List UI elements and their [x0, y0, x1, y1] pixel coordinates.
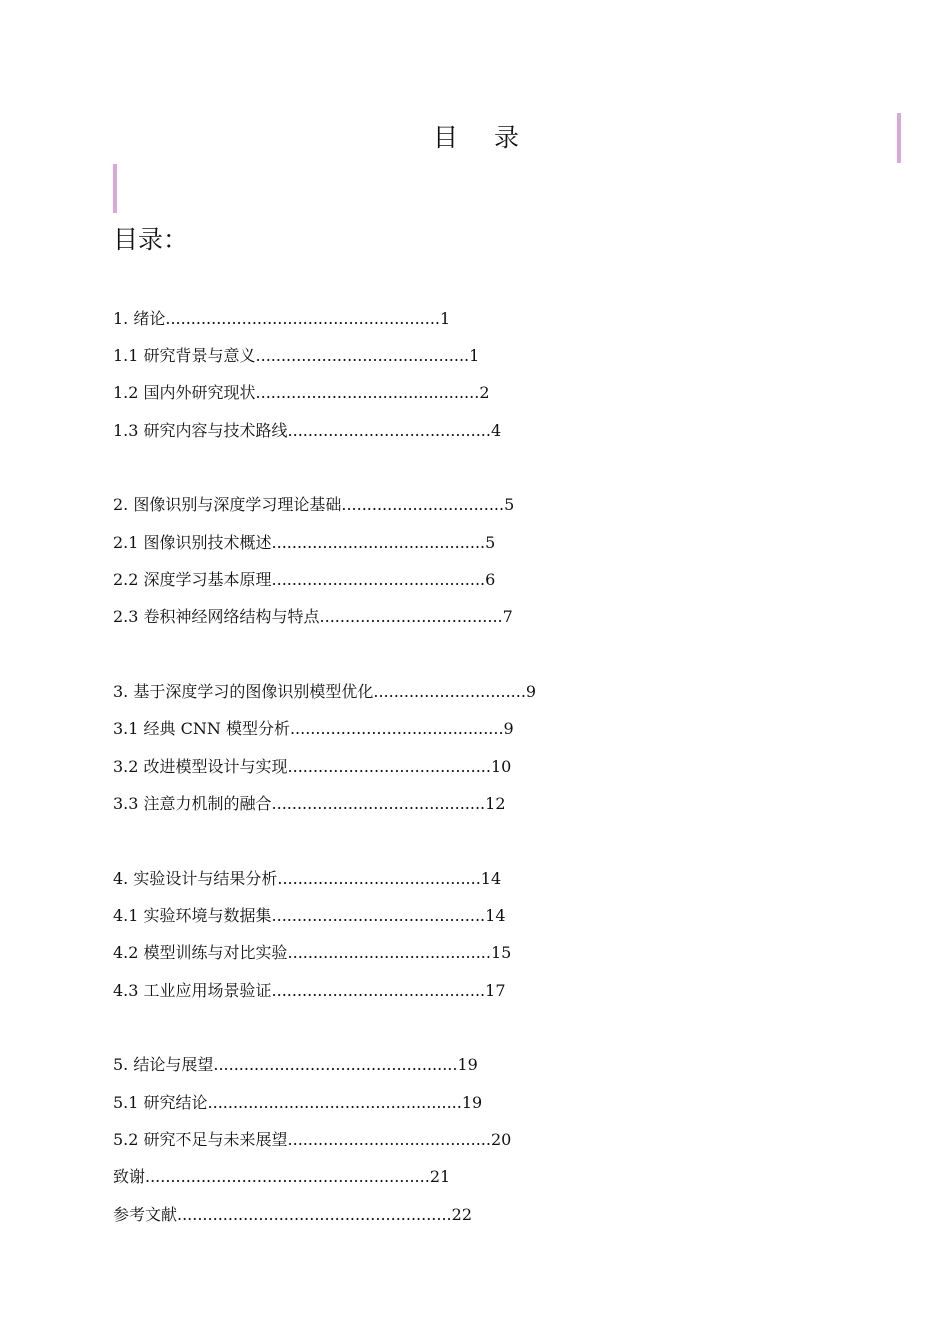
toc-entry-text: 3. 基于深度学习的图像识别模型优化..............................9 [113, 682, 537, 701]
toc-entry-1-2[interactable] [113, 381, 490, 405]
toc-entry-3-1[interactable] [113, 717, 514, 741]
toc-entry-text: 5.1 研究结论..................................................19 [113, 1093, 483, 1112]
toc-entry-text: 4.3 工业应用场景验证..........................................17 [113, 981, 506, 1000]
toc-entry-text: 致谢........................................................21 [113, 1167, 451, 1186]
toc-entry-1-3[interactable] [113, 419, 501, 443]
toc-entry-text: 5. 结论与展望................................................19 [113, 1055, 478, 1074]
toc-entry-4-2[interactable] [113, 941, 511, 965]
toc-entry-text: 参考文献......................................................22 [113, 1205, 473, 1224]
toc-entry-text: 1.2 国内外研究现状............................................2 [113, 383, 490, 402]
toc-entry-text: 3.3 注意力机制的融合..........................................12 [113, 794, 506, 813]
toc-entry-5-2[interactable] [113, 1128, 511, 1152]
toc-entry-2-3[interactable] [113, 605, 513, 629]
toc-entry-3-2[interactable] [113, 755, 511, 779]
toc-entry-4-1[interactable] [113, 904, 506, 928]
toc-entry-acknowledgements[interactable] [113, 1165, 450, 1189]
toc-entry-text: 4.2 模型训练与对比实验........................................15 [113, 943, 512, 962]
toc-entry-text: 1. 绪论......................................................1 [113, 309, 451, 328]
toc-entry-5-1[interactable] [113, 1091, 482, 1115]
toc-entry-text: 2.2 深度学习基本原理..........................................6 [113, 570, 496, 589]
toc-entry-4[interactable] [113, 867, 501, 891]
decorative-bar-left [113, 164, 117, 213]
toc-entry-3[interactable] [113, 680, 536, 704]
toc-entry-2[interactable] [113, 493, 514, 517]
toc-entry-text: 3.2 改进模型设计与实现........................................10 [113, 757, 512, 776]
toc-entry-text: 2. 图像识别与深度学习理论基础................................5 [113, 495, 515, 514]
toc-entry-4-3[interactable] [113, 979, 506, 1003]
toc-entry-5[interactable] [113, 1053, 478, 1077]
toc-entry-references[interactable] [113, 1203, 472, 1227]
toc-entry-2-1[interactable] [113, 531, 495, 555]
toc-heading: 目录： [113, 225, 189, 254]
decorative-bar-right [897, 113, 901, 163]
toc-entry-text: 1.3 研究内容与技术路线........................................4 [113, 421, 502, 440]
toc-entry-text: 1.1 研究背景与意义..........................................1 [113, 346, 480, 365]
toc-entry-1[interactable] [113, 307, 450, 331]
toc-entry-text: 4. 实验设计与结果分析........................................14 [113, 869, 502, 888]
page-title: 目 录 [433, 123, 533, 152]
toc-entry-1-1[interactable] [113, 344, 479, 368]
toc-entry-3-3[interactable] [113, 792, 506, 816]
toc-entry-text: 5.2 研究不足与未来展望........................................20 [113, 1130, 512, 1149]
toc-entry-text: 2.3 卷积神经网络结构与特点....................................7 [113, 607, 513, 626]
toc-entry-text: 4.1 实验环境与数据集..........................................14 [113, 906, 506, 925]
toc-entry-2-2[interactable] [113, 568, 495, 592]
toc-entry-text: 2.1 图像识别技术概述..........................................5 [113, 533, 496, 552]
toc-entry-text: 3.1 经典 CNN 模型分析..........................................9 [113, 719, 514, 738]
